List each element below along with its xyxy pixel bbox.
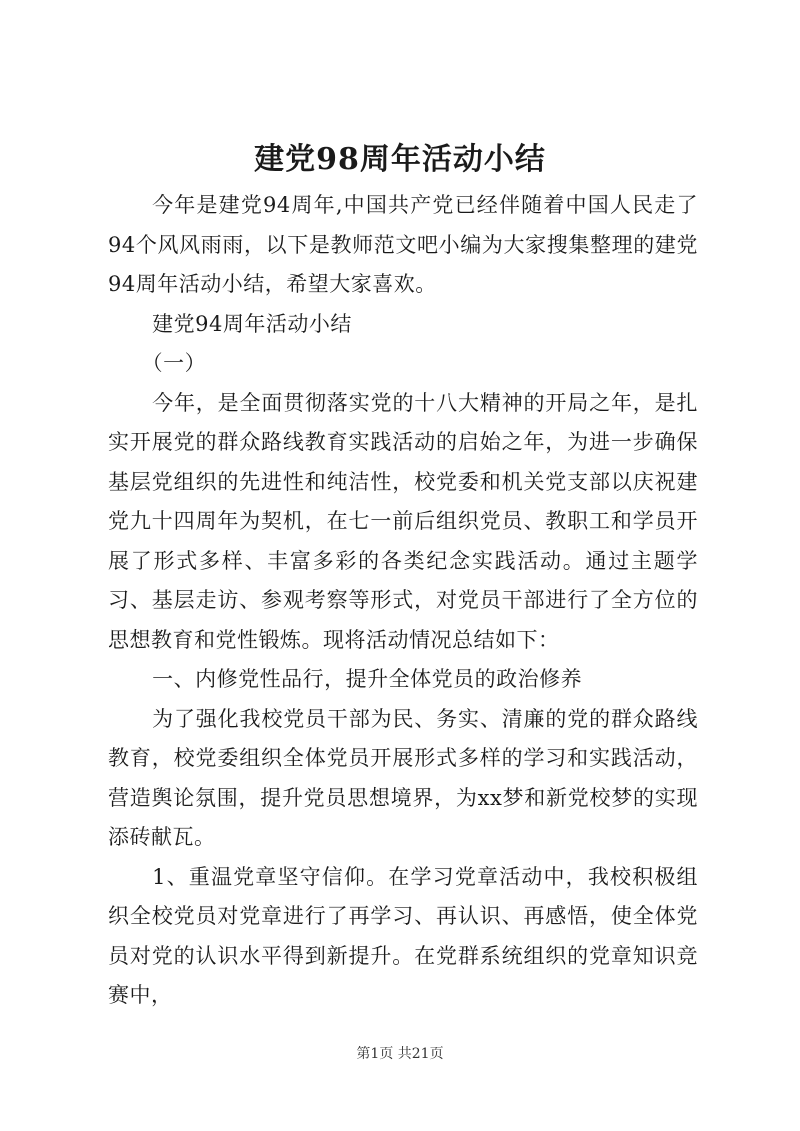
paragraph-heading-one: 一、内修党性品行，提升全体党员的政治修养 <box>152 667 583 691</box>
paragraph-overview: 今年，是全面贯彻落实党的十八大精神的开局之年，是扎实开展党的群众路线教育实践活动的启始之年，为进一步确保基层党组织的先进性和纯洁性，校党委和机关党支部以庆祝建党九十四周年为契机，在七一前后组织党员、教职工和学员开展了形式多样、丰富多彩的各类纪念实践活动。通过主题学习、基层走访、参观考察等形式，对党员干部进行了全方位的思想教育和党性锻炼。现将活动情况总结如下： <box>108 390 698 652</box>
paragraph-section-number: （一） <box>141 351 207 375</box>
paragraph-heading-one-body: 为了强化我校党员干部为民、务实、清廉的党的群众路线教育，校党委组织全体党员开展形式多样的学习和实践活动，营造舆论氛围，提升党员思想境界，为xx梦和新党校梦的实现添砖献瓦。 <box>108 706 698 849</box>
paragraph-subtitle: 建党94周年活动小结 <box>152 311 352 336</box>
paragraph-intro: 今年是建党94周年,中国共产党已经伴随着中国人民走了94个风风雨雨，以下是教师范文吧小编为大家搜集整理的建党94周年活动小结，希望大家喜欢。 <box>108 193 698 296</box>
document-title: 建党98周年活动小结 <box>254 142 546 177</box>
page-footer: 第1页 共21页 <box>356 1046 444 1062</box>
paragraph-item-one: 1、重温党章坚守信仰。在学习党章活动中，我校积极组织全校党员对党章进行了再学习、再认识、再感悟，使全体党员对党的认识水平得到新提升。在党群系统组织的党章知识竞赛中， <box>108 864 698 1007</box>
document-body <box>108 186 698 1016</box>
